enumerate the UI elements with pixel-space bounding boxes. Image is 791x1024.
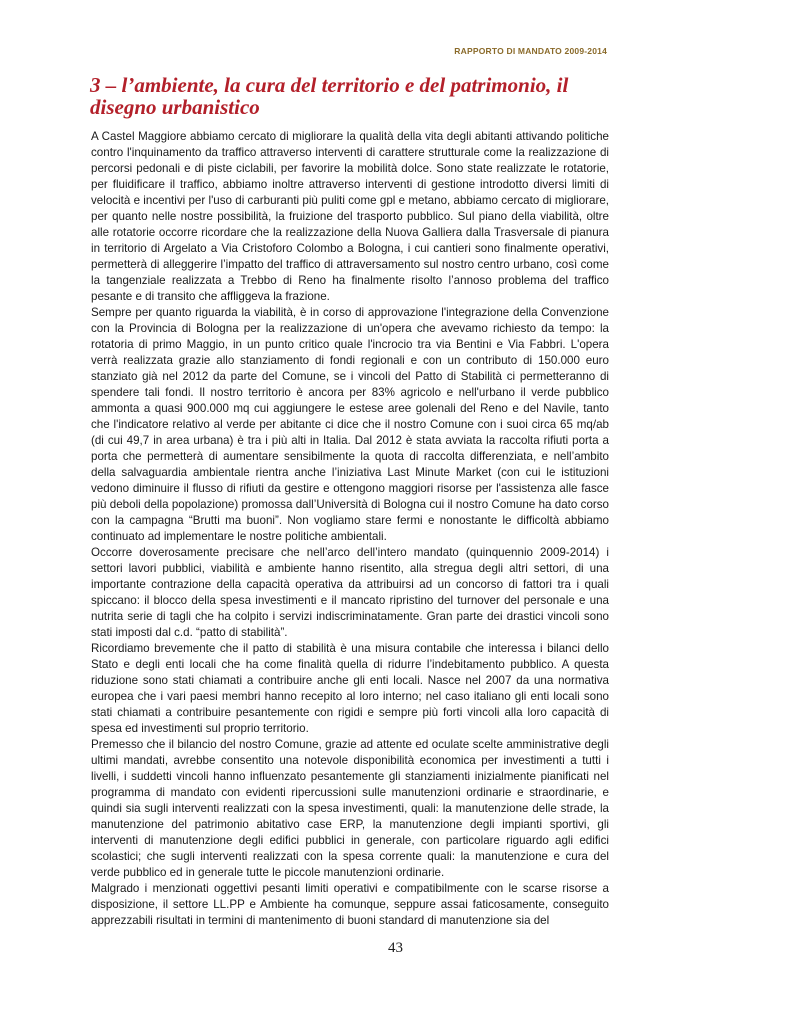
section-title: 3 – l’ambiente, la cura del territorio e del patrimonio, il disegno urbanistico bbox=[90, 73, 569, 119]
paragraph: Sempre per quanto riguarda la viabilità, è in corso di approvazione l'integrazione della Convenzione con la Provincia di Bologna per la realizzazione di un'opera che avevamo richiesto da tempo: la rotatoria di primo Maggio, in un punto critico quale l'incrocio tra via Bentini e Via Fabbri. L'opera verrà realizzata grazie allo stanziamento di fondi regionali e con un contributo di 150.000 euro stanziato già nel 2012 da parte del Comune, se i vincoli del Patto di Stabilità ci permetteranno di spendere tali fondi. Il nostro territorio è ancora per 83% agricolo e nell'urbano il verde pubblico ammonta a quasi 900.000 mq cui aggiungere le estese aree golenali del Reno e del Navile, tanto che l'indicatore relativo al verde per abitante ci dice che il nostro Comune con i suoi circa 65 mq/ab (di cui 49,7 in area urbana) è tra i più alti in Italia. Dal 2012 è stata avviata la raccolta rifiuti porta a porta che permetterà di aumentare sensibilmente la quota di raccolta differenziata, e nell’ambito della salvaguardia ambientale rientra anche l’iniziativa Last Minute Market (con cui le istituzioni vedono diminuire il flusso di rifiuti da gestire e ottengono maggiori risorse per l'assistenza alle fasce più deboli della popolazione) promossa dall’Università di Bologna cui il nostro Comune ha dato corso con la campagna “Brutti ma buoni”. Non vogliamo stare fermi e nonostante le difficoltà abbiamo continuato ad implementare le nostre politiche ambientali. bbox=[91, 306, 609, 543]
paragraph: Premesso che il bilancio del nostro Comune, grazie ad attente ed oculate scelte amministrative degli ultimi mandati, avrebbe consentito una notevole disponibilità economica per investimenti a tutti i livelli, i suddetti vincoli hanno influenzato pesantemente gli stanziamenti inizialmente pianificati nel programma di mandato con evidenti ripercussioni sulle manutenzioni ordinarie e straordinarie, e quindi sia sugli interventi realizzati con la spesa investimenti, quali: la manutenzione delle strade, la manutenzione del patrimonio abitativo case ERP, la manutenzione degli impianti sportivi, gli interventi di manutenzione degli edifici pubblici in generale, con particolare riguardo agli edifici scolastici; che sugli interventi realizzati con la spesa corrente quali: la manutenzione e cura del verde pubblico ed in generale tutte le piccole manutenzioni ordinarie. bbox=[91, 738, 609, 879]
running-header: RAPPORTO DI MANDATO 2009-2014 bbox=[454, 46, 607, 56]
paragraph: Malgrado i menzionati oggettivi pesanti limiti operativi e compatibilmente con le scarse risorse a disposizione, il settore LL.PP e Ambiente ha comunque, seppure assai faticosamente, conseguito apprezzabili risultati in termini di mantenimento di buoni standard di manutenzione sia del bbox=[91, 882, 609, 927]
body-text bbox=[91, 129, 609, 929]
paragraph: Occorre doverosamente precisare che nell’arco dell’intero mandato (quinquennio 2009-2014) i settori lavori pubblici, viabilità e ambiente hanno risentito, alla stregua degli altri settori, di una importante contrazione della capacità operativa da attribuirsi ad un concorso di fattori tra i quali spiccano: il blocco della spesa investimenti e il mancato ripristino del turnover del personale e una nutrita serie di tagli che ha colpito i servizi indiscriminatamente. Gran parte dei drastici vincoli sono stati imposti dal c.d. “patto di stabilità”. bbox=[91, 546, 609, 639]
page-number: 43 bbox=[388, 940, 403, 956]
paragraph: A Castel Maggiore abbiamo cercato di migliorare la qualità della vita degli abitanti attivando politiche contro l'inquinamento da traffico attraverso interventi di carattere strutturale come la realizzazione di percorsi pedonali e di piste ciclabili, per favorire la mobilità dolce. Sono state realizzate le rotatorie, per fluidificare il traffico, abbiamo inoltre attraverso interventi di gestione introdotto diversi limiti di velocità e incentivi per l'uso di carburanti più puliti come gpl e metano, abbiamo cercato di migliorare, per quanto nelle nostre possibilità, la fruizione del trasporto pubblico. Sul piano della viabilità, oltre alle rotatorie occorre ricordare che la realizzazione della Nuova Galliera dalla Trasversale di pianura in territorio di Argelato a Via Cristoforo Colombo a Bologna, i cui cantieri sono finalmente operativi, permetterà di alleggerire l’impatto del traffico di attraversamento sul nostro centro urbano, così come la tangenziale realizzata a Trebbo di Reno ha finalmente risolto l’annoso problema del traffico pesante e di transito che affliggeva la frazione. bbox=[91, 130, 609, 303]
paragraph: Ricordiamo brevemente che il patto di stabilità è una misura contabile che interessa i bilanci dello Stato e degli enti locali che ha come finalità quella di ridurre l’indebitamento pubblico. A questa riduzione sono stati chiamati a contribuire anche gli enti locali. Nasce nel 2007 da una normativa europea che i vari paesi membri hanno recepito al loro interno; nel caso italiano gli enti locali sono stati chiamati a contribuire pesantemente con rigidi e sempre più forti vincoli alla loro capacità di spesa ed investimenti sul proprio territorio. bbox=[91, 642, 609, 735]
